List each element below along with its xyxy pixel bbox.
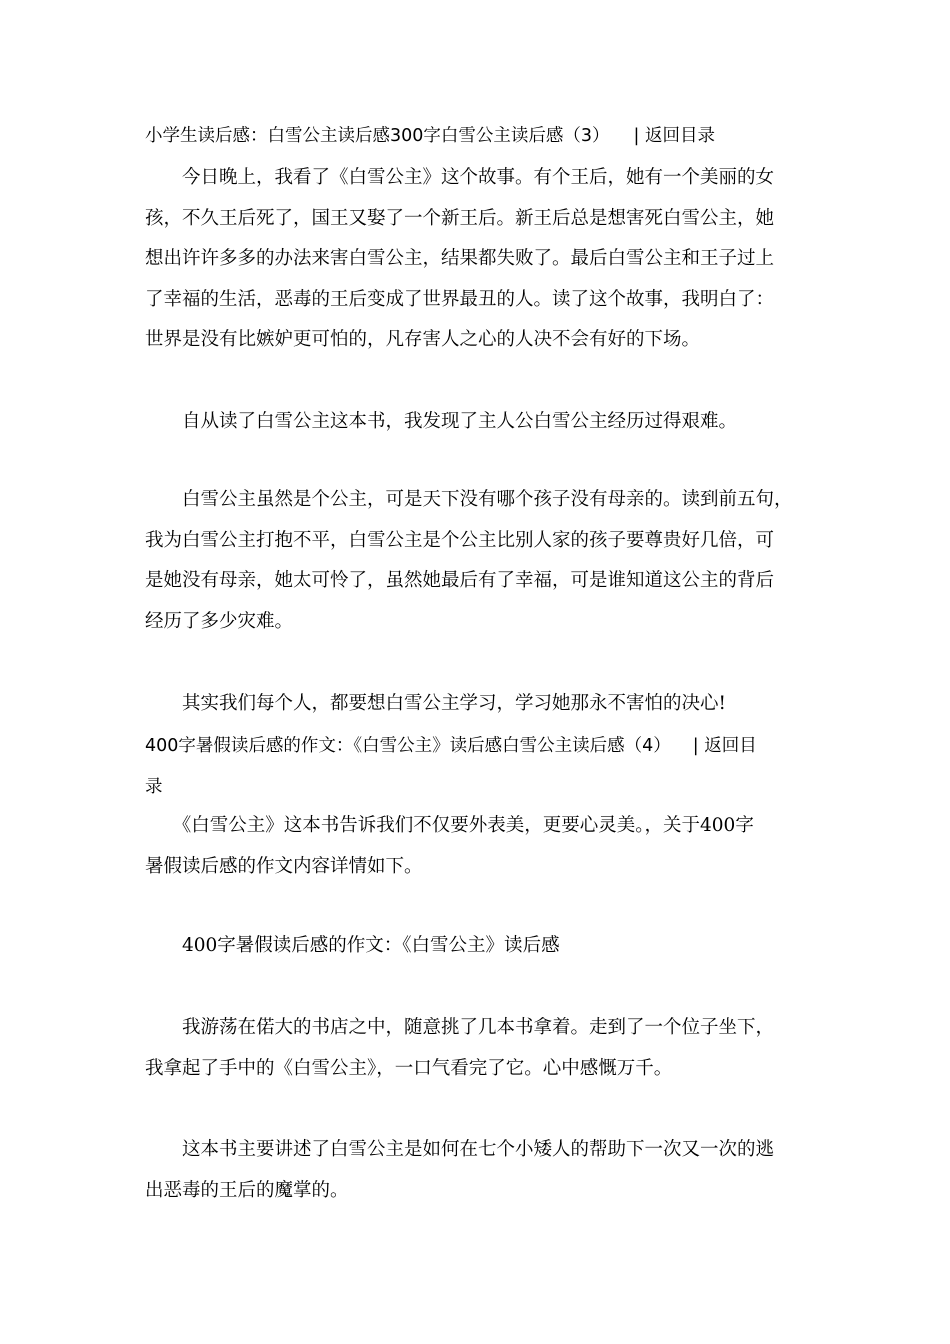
paragraph (145, 480, 810, 642)
text-line: 自从读了白雪公主这本书，我发现了主人公白雪公主经历过得艰难。 (145, 411, 738, 432)
text-line: 《白雪公主》这本书告诉我们不仅要外表美，更要心灵美。，关于400字 (145, 815, 754, 836)
section-heading-4 (145, 726, 810, 807)
text-line: 孩，不久王后死了，国王又娶了一个新王后。新王后总是想害死白雪公主，她 (145, 207, 775, 229)
section-heading-3 (145, 116, 810, 157)
paragraph (145, 684, 810, 725)
paragraph (145, 1130, 810, 1211)
section-title: 小学生读后感：白雪公主读后感300字白雪公主读后感（3） (145, 126, 610, 146)
text-line: 了幸福的生活，恶毒的王后变成了世界最丑的人。读了这个故事，我明白了： (145, 288, 775, 310)
text-line: 400字暑假读后感的作文：《白雪公主》读后感 (145, 935, 560, 956)
text-line: 经历了多少灾难。 (145, 610, 294, 632)
text-line: 这本书主要讲述了白雪公主是如何在七个小矮人的帮助下一次又一次的逃 (145, 1139, 775, 1160)
text-line: 是她没有母亲，她太可怜了，虽然她最后有了幸福，可是谁知道这公主的背后 (145, 570, 775, 592)
text-line: 我为白雪公主打抱不平，白雪公主是个公主比别人家的孩子要尊贵好几倍，可 (145, 529, 775, 551)
text-line: 出恶毒的王后的魔掌的。 (145, 1179, 349, 1201)
section-title: 400字暑假读后感的作文：《白雪公主》读后感白雪公主读后感（4） (145, 736, 671, 756)
text-line: 白雪公主虽然是个公主，可是天下没有哪个孩子没有母亲的。读到前五句， (145, 489, 793, 510)
text-line: 我游荡在偌大的书店之中，随意挑了几本书拿着。走到了一个位子坐下， (145, 1017, 775, 1038)
text-line: 其实我们每个人，都要想白雪公主学习，学习她那永不害怕的决心! (145, 693, 726, 714)
text-line: 想出许许多多的办法来害白雪公主，结果都失败了。最后白雪公主和王子过上 (145, 248, 775, 270)
paragraph (145, 806, 810, 887)
return-to-toc-link-cont[interactable]: 录 (145, 776, 163, 797)
return-to-toc-link[interactable]: | 返回目录 (633, 126, 716, 146)
text-line: 我拿起了手中的《白雪公主》，一口气看完了它。心中感慨万千。 (145, 1057, 673, 1079)
paragraph (145, 158, 810, 361)
paragraph (145, 402, 810, 443)
paragraph (145, 926, 810, 967)
text-line: 暑假读后感的作文内容详情如下。 (145, 855, 423, 877)
return-to-toc-link[interactable]: | 返回目 (692, 736, 757, 756)
text-line: 世界是没有比嫉妒更可怕的，凡存害人之心的人决不会有好的下场。 (145, 329, 701, 351)
text-line: 今日晚上，我看了《白雪公主》这个故事。有个王后，她有一个美丽的女 (145, 167, 775, 188)
paragraph (145, 1008, 810, 1089)
